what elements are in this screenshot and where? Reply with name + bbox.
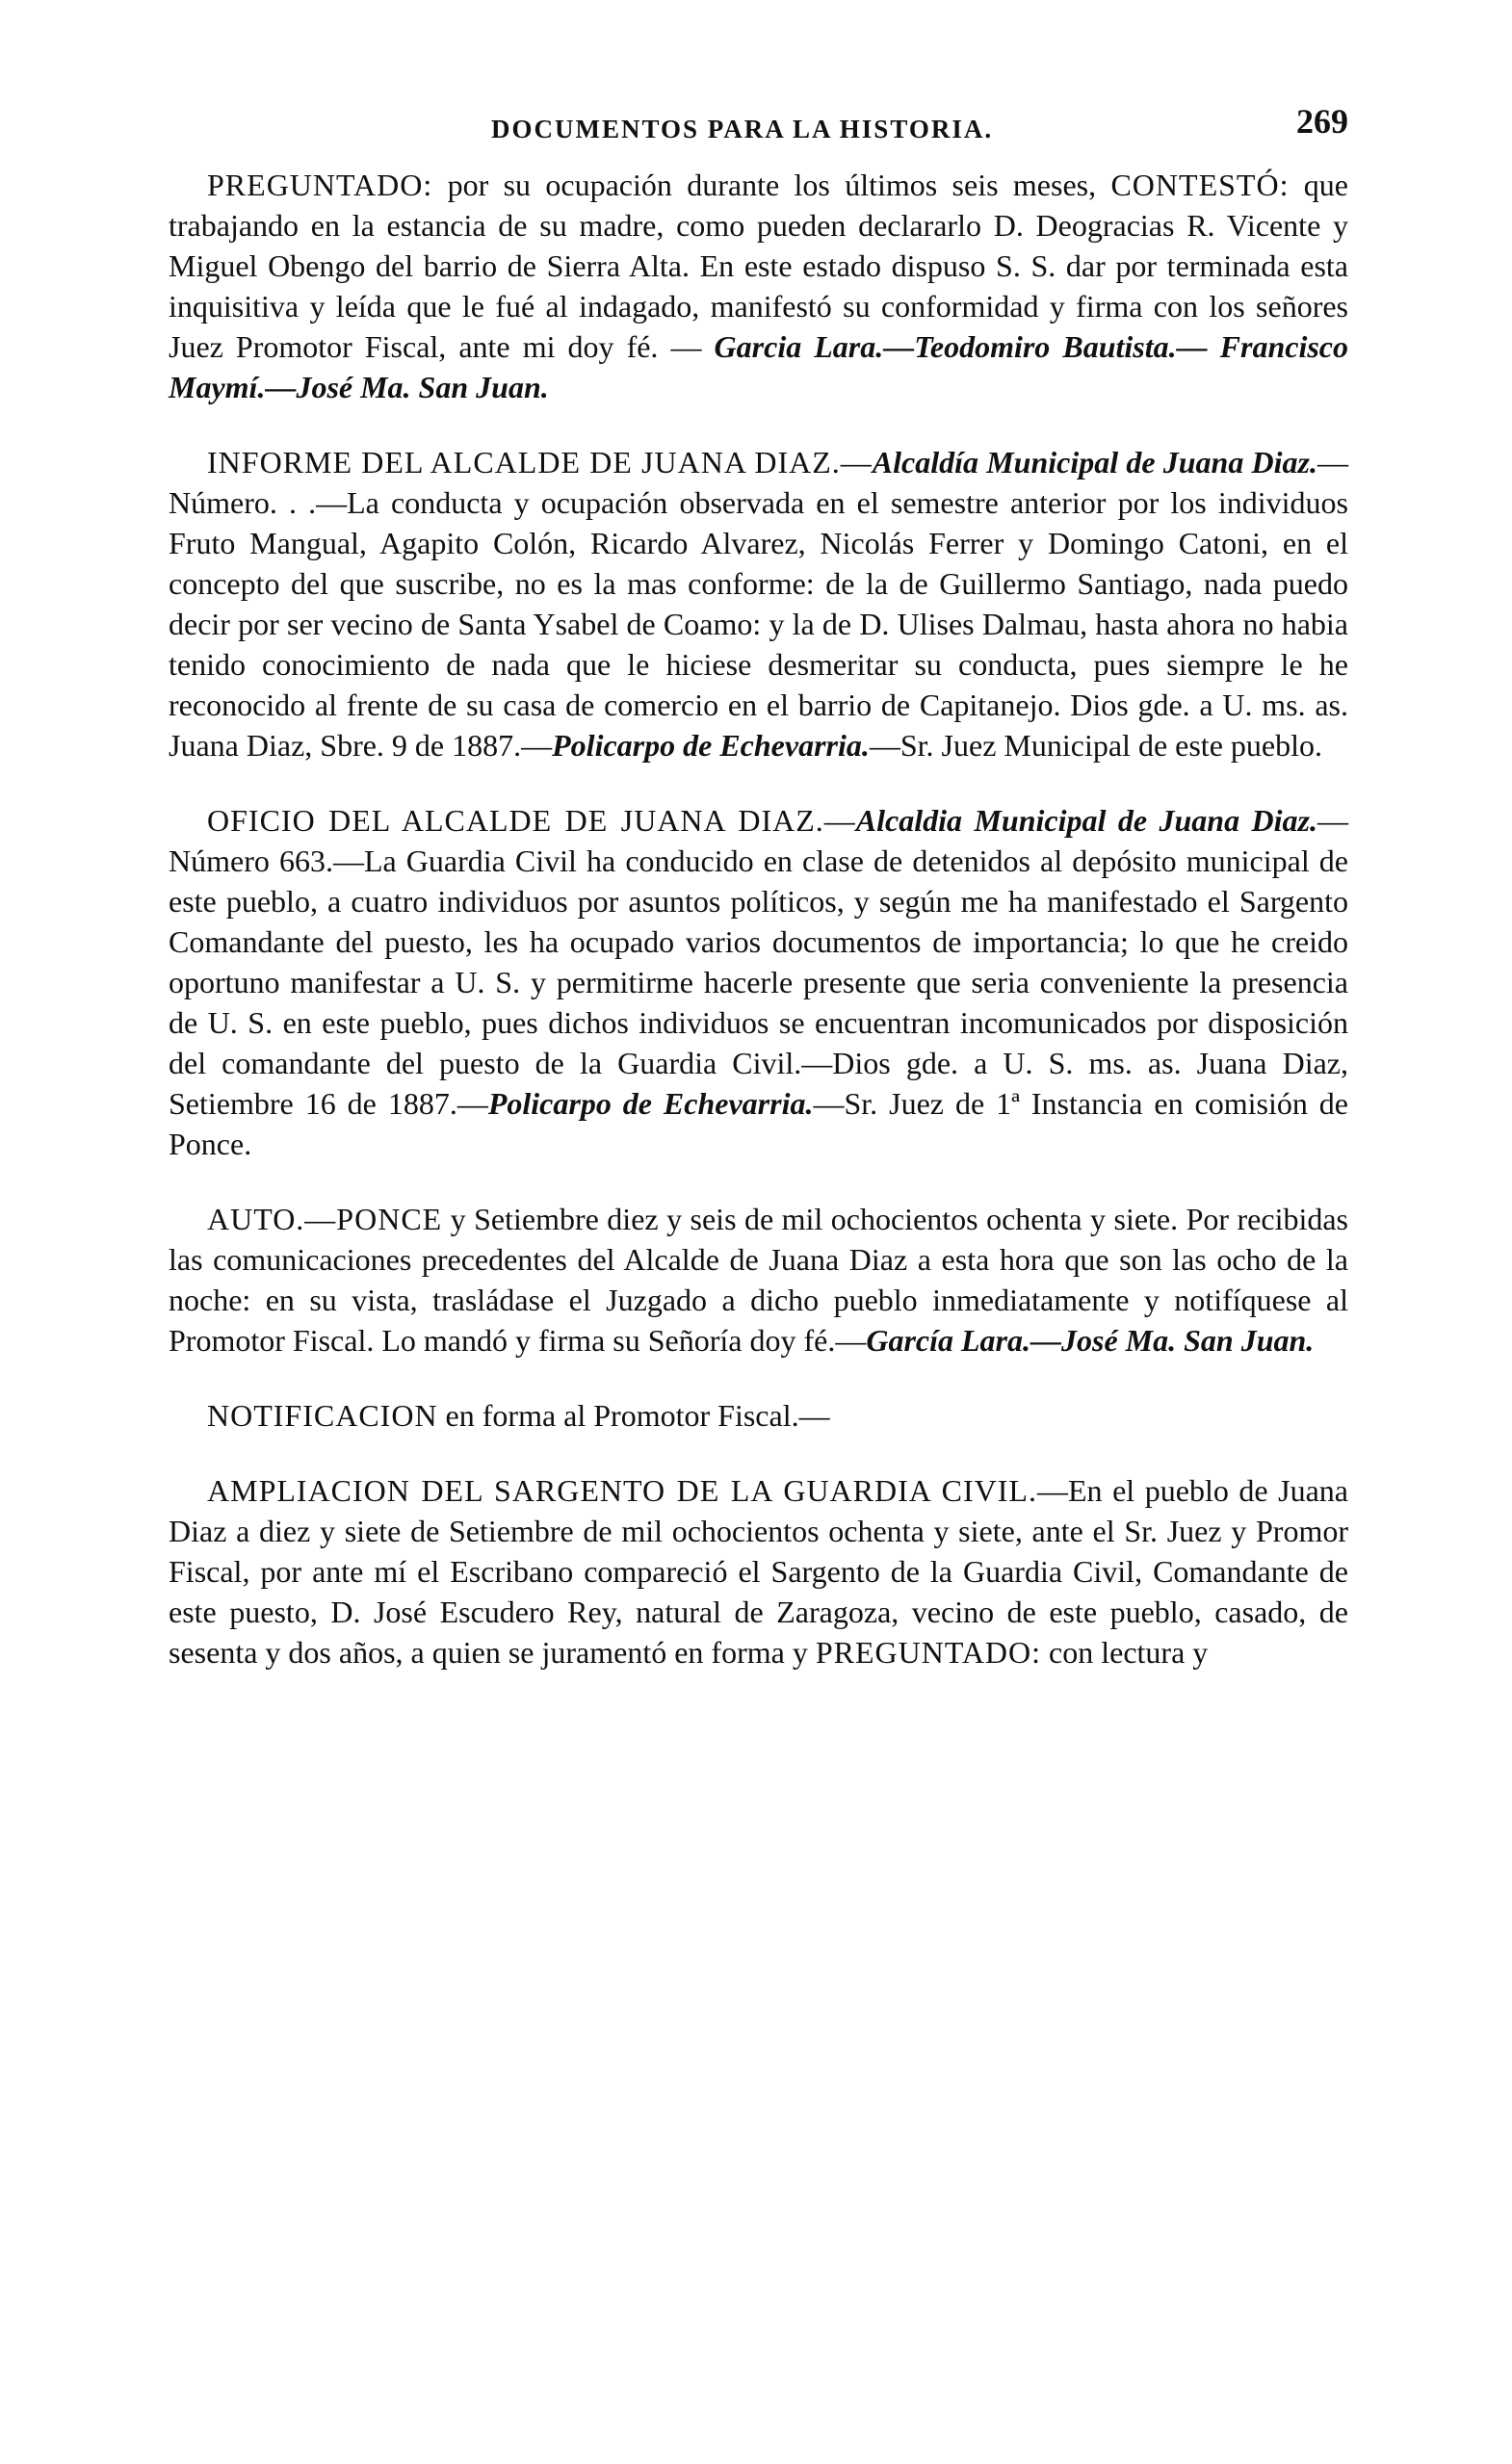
paragraph-informe-alcalde (169, 442, 1348, 765)
signatures: Garcia Lara.—Teodomiro Bautista.— Francisco Maymí.—José Ma. San Juan. (169, 329, 1349, 404)
body-text: —Número. . .—La conducta y ocupación observada en el semestre anterior por los individuos Fruto Mangual, Agapito Colón, Ricardo Alvarez, Nicolás Ferrer y Domingo Catoni, en el concepto del que suscribe, no es la mas conforme: de la de Guillermo Santiago, nada puedo decir por ser vecino de Santa Ysabel de Coamo: y la de D. Ulises Dalmau, hasta ahora no habia tenido conocimiento de nada que le hiciese desmeritar su conducta, pues siempre le he reconocido al frente de su casa de comercio en el barrio de Capitanejo. Dios gde. a U. ms. as. Juana Diaz, Sbre. 9 de 1887.— (169, 445, 1348, 763)
document-page (169, 101, 1348, 1707)
body-text: —Sr. Juez Municipal de este pueblo. (869, 728, 1322, 763)
body-text: con lectura y (1041, 1635, 1209, 1670)
paragraph-notificacion (169, 1395, 1348, 1436)
heading-informe: INFORME DEL ALCALDE DE JUANA DIAZ.— (207, 445, 873, 480)
body-text: —En el pueblo de Juana Diaz a diez y siete de Setiembre de mil ochocientos ochenta y siete, ante el Sr. Juez y Promor Fiscal, por ante mí el Escribano compareció el Sargento de la Guardia Civil, Comandante de este puesto, D. José Escudero Rey, natural de Zaragoza, vecino de este pueblo, casado, de sesenta y dos años, a quien se juramentó en forma y (169, 1473, 1349, 1670)
page-header (169, 101, 1348, 149)
body-text: —Sr. Juez de 1ª Instancia en comisión de Ponce. (169, 1086, 1349, 1161)
page-number: 269 (1296, 102, 1348, 141)
paragraph-auto (169, 1199, 1348, 1361)
body-text: que trabajando en la estancia de su madre, como pueden declararlo D. Deogracias R. Vicente y Miguel Obengo del barrio de Sierra Alta. En este estado dispuso S. S. dar por terminada esta inquisitiva y leída que le fué al indagado, manifestó su conformidad y firma con los señores Juez Promotor Fiscal, ante mi doy fé. — (169, 168, 1349, 364)
paragraph-oficio-alcalde (169, 800, 1348, 1164)
heading-auto: AUTO.—PONCE (207, 1202, 443, 1236)
heading-ampliacion: AMPLIACION DEL SARGENTO DE LA GUARDIA CIVIL. (207, 1473, 1037, 1508)
signature: Policarpo de Echevarria. (552, 728, 870, 763)
body-text: por su ocupación durante los últimos seis meses, (432, 168, 1111, 202)
paragraph-ampliacion (169, 1470, 1348, 1673)
italic-alcaldia: Alcaldia Municipal de Juana Diaz. (855, 803, 1318, 838)
running-head: DOCUMENTOS PARA LA HISTORIA. (491, 115, 994, 143)
heading-notificacion: NOTIFICACION (207, 1398, 438, 1433)
heading-contesto: CONTESTÓ: (1110, 168, 1290, 202)
heading-preguntado: PREGUNTADO: (815, 1635, 1042, 1670)
italic-alcaldia: Alcaldía Municipal de Juana Diaz. (872, 445, 1317, 480)
heading-preguntado: PREGUNTADO: (207, 168, 433, 202)
body-text: y Setiembre diez y seis de mil ochocientos ochenta y siete. Por recibidas las comunicaciones precedentes del Alcalde de Juana Diaz a esta hora que son las ocho de la noche: en su vista, trasládase el Juzgado a dicho pueblo inmediatamente y notifíquese al Promotor Fiscal. Lo mandó y firma su Señoría doy fé.— (169, 1202, 1348, 1358)
heading-oficio: OFICIO DEL ALCALDE DE JUANA DIAZ.— (207, 803, 856, 838)
signature: Policarpo de Echevarria. (487, 1086, 814, 1121)
signatures: García Lara.—José Ma. San Juan. (866, 1323, 1315, 1358)
body-text: —Número 663.—La Guardia Civil ha conducido en clase de detenidos al depósito municipal de este pueblo, a cuatro individuos por asuntos políticos, y según me ha manifestado el Sargento Comandante del puesto, les ha ocupado varios documentos de importancia; lo que he creido oportuno manifestar a U. S. y permitirme hacerle presente que seria conveniente la presencia de U. S. en este pueblo, pues dichos individuos se encuentran incomunicados por disposición del comandante del puesto de la Guardia Civil.—Dios gde. a U. S. ms. as. Juana Diaz, Setiembre 16 de 1887.— (169, 803, 1349, 1121)
body-text: en forma al Promotor Fiscal.— (437, 1398, 830, 1433)
paragraph-preguntado (169, 165, 1348, 407)
